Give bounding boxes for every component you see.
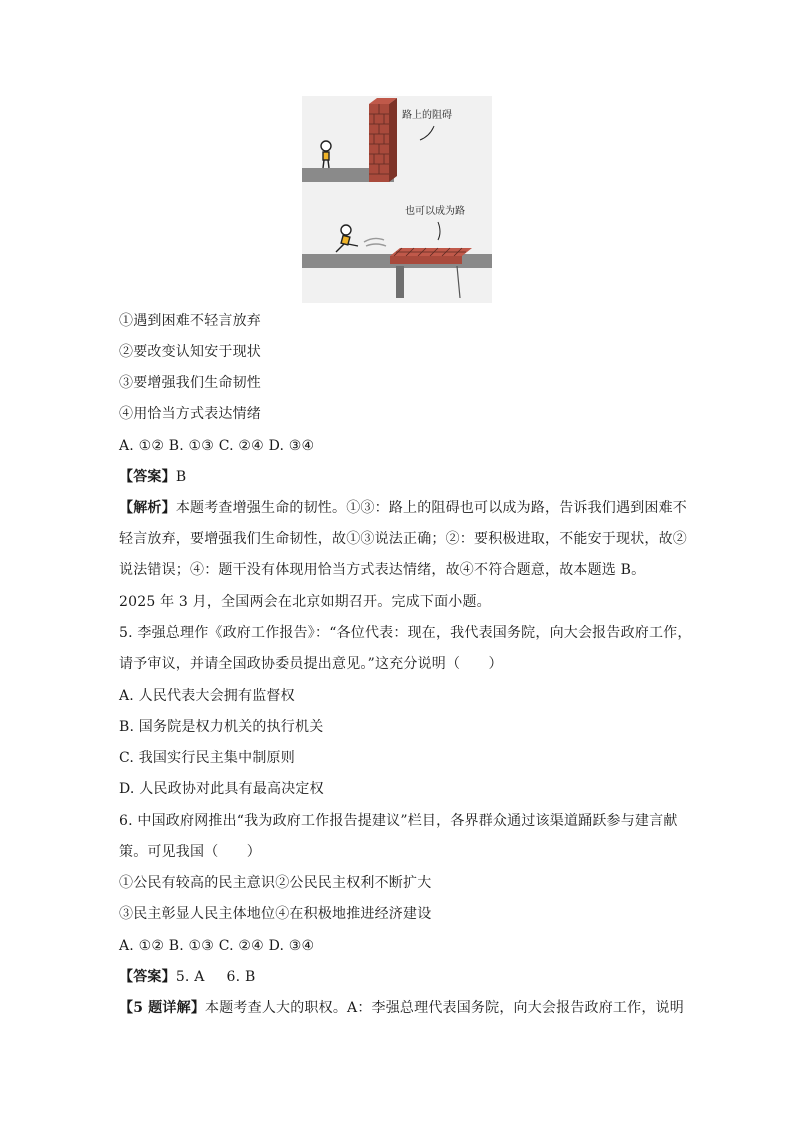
answer-tag: 【答案】 xyxy=(119,469,176,485)
q5-stem-line-2: 请予审议，并请全国政协委员提出意见。”这充分说明（ ） xyxy=(119,656,503,672)
q6-stem-line-1: 6. 中国政府网推出“我为政府工作报告提建议”栏目，各界群众通过该渠道踊跃参与建言献 xyxy=(119,813,678,829)
fallen-brick-bridge xyxy=(390,248,472,264)
detail-text: 本题考查人大的职权。A：李强总理代表国务院，向大会报告政府工作，说明 xyxy=(205,1000,684,1016)
q4-option-1: ①遇到困难不轻言放弃 xyxy=(119,313,261,329)
q4-choices: A. ①② B. ①③ C. ②④ D. ③④ xyxy=(119,438,315,454)
obstacle-road-comic xyxy=(302,96,492,303)
q4-option-3: ③要增强我们生命韧性 xyxy=(119,375,261,391)
analysis-tag: 【解析】 xyxy=(119,500,176,516)
label-road: 也可以成为路 xyxy=(405,206,465,217)
q5-stem-line-1: 5. 李强总理作《政府工作报告》：“各位代表：现在，我代表国务院，向大会报告政府工作， xyxy=(119,625,692,641)
arrow-top-icon xyxy=(420,126,434,140)
q4-analysis-line-2: 轻言放弃，要增强我们生命韧性，故①③说法正确；②：要积极进取，不能安于现状，故② xyxy=(119,531,687,547)
q4-option-2: ②要改变认知安于现状 xyxy=(119,344,261,360)
q4-answer xyxy=(119,467,186,487)
answer-6: 6. B xyxy=(226,969,256,985)
detail-tag: 【5 题详解】 xyxy=(119,1000,206,1016)
q5-option-d: D. 人民政协对此具有最高决定权 xyxy=(119,781,324,797)
comic-illustration xyxy=(302,96,492,303)
q5-option-b: B. 国务院是权力机关的执行机关 xyxy=(119,719,324,735)
q6-choices: A. ①② B. ①③ C. ②④ D. ③④ xyxy=(119,938,315,954)
label-obstacle: 路上的阻碍 xyxy=(402,110,452,121)
stick-figure-standing xyxy=(321,141,331,168)
answer-value: B xyxy=(175,469,187,485)
q6-options-line-1: ①公民有较高的民主意识②公民民主权利不断扩大 xyxy=(119,875,432,891)
q5-option-c: C. 我国实行民主集中制原则 xyxy=(119,750,295,766)
analysis-text-1: 本题考查增强生命的韧性。①③：路上的阻碍也可以成为路，告诉我们遇到困难不 xyxy=(175,500,688,516)
q6-options-line-2: ③民主彰显人民主体地位④在积极地推进经济建设 xyxy=(119,906,432,922)
answer-5: 5. A xyxy=(175,969,205,985)
stick-figure-running xyxy=(336,225,386,252)
q4-option-4: ④用恰当方式表达情绪 xyxy=(119,406,261,422)
road-gap-edge xyxy=(396,266,404,298)
q4-analysis-line-3: 说法错误；④：题干没有体现用恰当方式表达情绪，故④不符合题意，故本题选 B。 xyxy=(119,562,646,578)
q5-q6-answers xyxy=(119,967,255,987)
answers-tag: 【答案】 xyxy=(119,969,176,985)
section-intro: 2025 年 3 月，全国两会在北京如期召开。完成下面小题。 xyxy=(119,594,491,610)
q6-stem-line-2: 策。可见我国（ ） xyxy=(119,844,261,860)
q4-analysis-line-1 xyxy=(119,498,687,518)
q5-detail xyxy=(119,998,684,1018)
arrow-bottom-icon xyxy=(438,222,440,240)
brick-wall xyxy=(369,98,397,182)
q5-option-a: A. 人民代表大会拥有监督权 xyxy=(119,688,295,704)
